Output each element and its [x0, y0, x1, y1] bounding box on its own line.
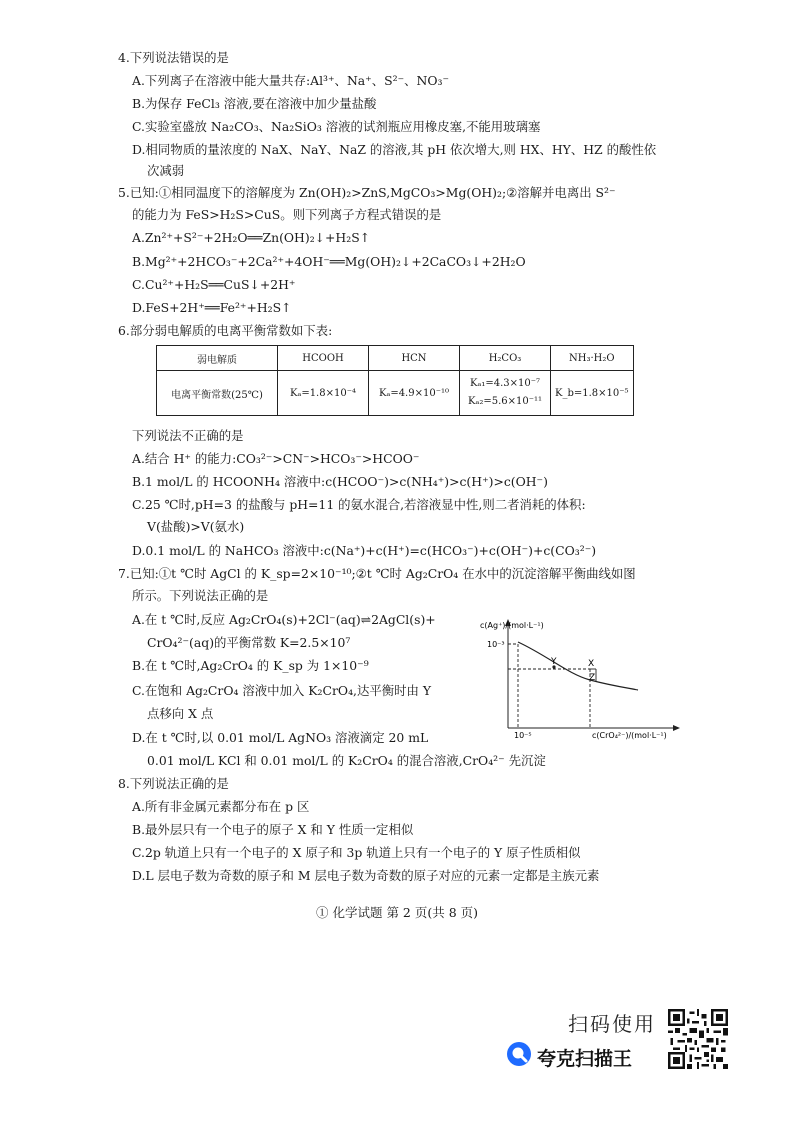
q5-option-a: A.Zn²⁺+S²⁻+2H₂O══Zn(OH)₂↓+H₂S↑	[132, 230, 371, 245]
q5-stem: 5.已知:①相同温度下的溶解度为 Zn(OH)₂>ZnS,MgCO₃>Mg(OH)₂;②溶解并电离出 S²⁻	[118, 185, 616, 200]
q7-stem-cont: 所示。下列说法正确的是	[132, 588, 269, 603]
q5-option-c: C.Cu²⁺+H₂S══CuS↓+2H⁺	[132, 277, 296, 292]
page-footer: ① 化学试题 第 2 页(共 8 页)	[316, 905, 478, 920]
q8-option-b: B.最外层只有一个电子的原子 X 和 Y 性质一定相似	[132, 822, 414, 837]
table-cell-h2co3	[460, 371, 551, 416]
q6-option-c: C.25 ℃时,pH=3 的盐酸与 pH=11 的氨水混合,若溶液显中性,则二者消耗的体积:	[132, 497, 586, 512]
point-z-label: Z	[589, 673, 596, 683]
q6-option-c-cont: V(盐酸)>V(氨水)	[147, 519, 245, 534]
q7-option-c: C.在饱和 Ag₂CrO₄ 溶液中加入 K₂CrO₄,达平衡时由 Y	[132, 683, 432, 698]
quark-logo-icon	[506, 1041, 532, 1067]
table-header-cell: NH₃·H₂O	[551, 346, 634, 371]
point-y-label: Y	[551, 657, 557, 667]
q4-option-a: A.下列离子在溶液中能大量共存:Al³⁺、Na⁺、S²⁻、NO₃⁻	[132, 73, 450, 88]
table-cell-nh3: K_b=1.8×10⁻⁵	[551, 371, 634, 416]
x-axis-label: c(CrO₄²⁻)/(mol·L⁻¹)	[592, 731, 667, 740]
y-tick-label: 10⁻³	[487, 640, 505, 649]
scanner-brand: 夸克扫描王	[537, 1048, 633, 1070]
y-axis-label: c(Ag⁺)/(mol·L⁻¹)	[480, 621, 544, 630]
dissolution-curve-graph	[478, 616, 690, 744]
q4-option-d: D.相同物质的量浓度的 NaX、NaY、NaZ 的溶液,其 pH 依次增大,则 HX、HY、HZ 的酸性依	[132, 142, 657, 157]
q6-sub-stem: 下列说法不正确的是	[132, 428, 244, 443]
table-row	[157, 371, 634, 416]
q7-option-a: A.在 t ℃时,反应 Ag₂CrO₄(s)+2Cl⁻(aq)⇌2AgCl(s)+	[132, 612, 436, 627]
q7-option-c-cont: 点移向 X 点	[147, 706, 214, 721]
table-header-cell: H₂CO₃	[460, 346, 551, 371]
q5-option-d: D.FeS+2H⁺══Fe²⁺+H₂S↑	[132, 300, 292, 315]
point-x-label: X	[588, 659, 595, 669]
q6-option-a: A.结合 H⁺ 的能力:CO₃²⁻>CN⁻>HCO₃⁻>HCOO⁻	[132, 451, 420, 466]
q8-option-a: A.所有非金属元素都分布在 p 区	[132, 799, 310, 814]
table-row-label: 电离平衡常数(25℃)	[157, 371, 278, 416]
table-header-row	[157, 346, 634, 371]
q7-option-b: B.在 t ℃时,Ag₂CrO₄ 的 K_sp 为 1×10⁻⁹	[132, 658, 369, 673]
q6-option-b: B.1 mol/L 的 HCOONH₄ 溶液中:c(HCOO⁻)>c(NH₄⁺)>c(H⁺)>c(OH⁻)	[132, 474, 548, 489]
q7-option-a-cont: CrO₄²⁻(aq)的平衡常数 K=2.5×10⁷	[147, 635, 351, 650]
h2co3-k1: Kₐ₁=4.3×10⁻⁷	[469, 378, 540, 389]
q4-stem: 4.下列说法错误的是	[118, 50, 229, 65]
table-cell-hcooh: Kₐ=1.8×10⁻⁴	[278, 371, 369, 416]
q4-option-d-cont: 次减弱	[147, 163, 185, 178]
table-cell-hcn: Kₐ=4.9×10⁻¹⁰	[369, 371, 460, 416]
q5-stem-cont: 的能力为 FeS>H₂S>CuS。则下列离子方程式错误的是	[132, 207, 442, 222]
ionization-table	[156, 345, 634, 416]
equilibrium-curve	[518, 642, 638, 690]
q8-option-d: D.L 层电子数为奇数的原子和 M 层电子数为奇数的原子对应的元素一定都是主族元素	[132, 868, 600, 883]
q6-stem: 6.部分弱电解质的电离平衡常数如下表:	[118, 323, 333, 338]
q4-option-b: B.为保存 FeCl₃ 溶液,要在溶液中加少量盐酸	[132, 96, 377, 111]
q7-option-d-cont: 0.01 mol/L KCl 和 0.01 mol/L 的 K₂CrO₄ 的混合溶液,CrO₄²⁻ 先沉淀	[147, 753, 546, 768]
q4-option-c: C.实验室盛放 Na₂CO₃、Na₂SiO₃ 溶液的试剂瓶应用橡皮塞,不能用玻璃塞	[132, 119, 541, 134]
table-header-cell: HCN	[369, 346, 460, 371]
q7-option-d: D.在 t ℃时,以 0.01 mol/L AgNO₃ 溶液滴定 20 mL	[132, 730, 429, 745]
table-header-cell: HCOOH	[278, 346, 369, 371]
q8-option-c: C.2p 轨道上只有一个电子的 X 原子和 3p 轨道上只有一个电子的 Y 原子性质相似	[132, 845, 581, 860]
q8-stem: 8.下列说法正确的是	[118, 776, 229, 791]
q7-stem: 7.已知:①t ℃时 AgCl 的 K_sp=2×10⁻¹⁰;②t ℃时 Ag₂CrO₄ 在水中的沉淀溶解平衡曲线如图	[118, 566, 636, 581]
scan-to-use-text: 扫码使用	[568, 1012, 656, 1036]
h2co3-k2: Kₐ₂=5.6×10⁻¹¹	[467, 396, 543, 407]
x-tick-label: 10⁻⁵	[514, 731, 532, 740]
q6-option-d: D.0.1 mol/L 的 NaHCO₃ 溶液中:c(Na⁺)+c(H⁺)=c(HCO₃⁻)+c(OH⁻)+c(CO₃²⁻)	[132, 543, 597, 558]
qr-code-icon[interactable]	[668, 1009, 728, 1069]
table-header-cell: 弱电解质	[157, 346, 278, 371]
x-axis-arrow	[673, 725, 680, 731]
q5-option-b: B.Mg²⁺+2HCO₃⁻+2Ca²⁺+4OH⁻══Mg(OH)₂↓+2CaCO₃↓+2H₂O	[132, 254, 526, 269]
